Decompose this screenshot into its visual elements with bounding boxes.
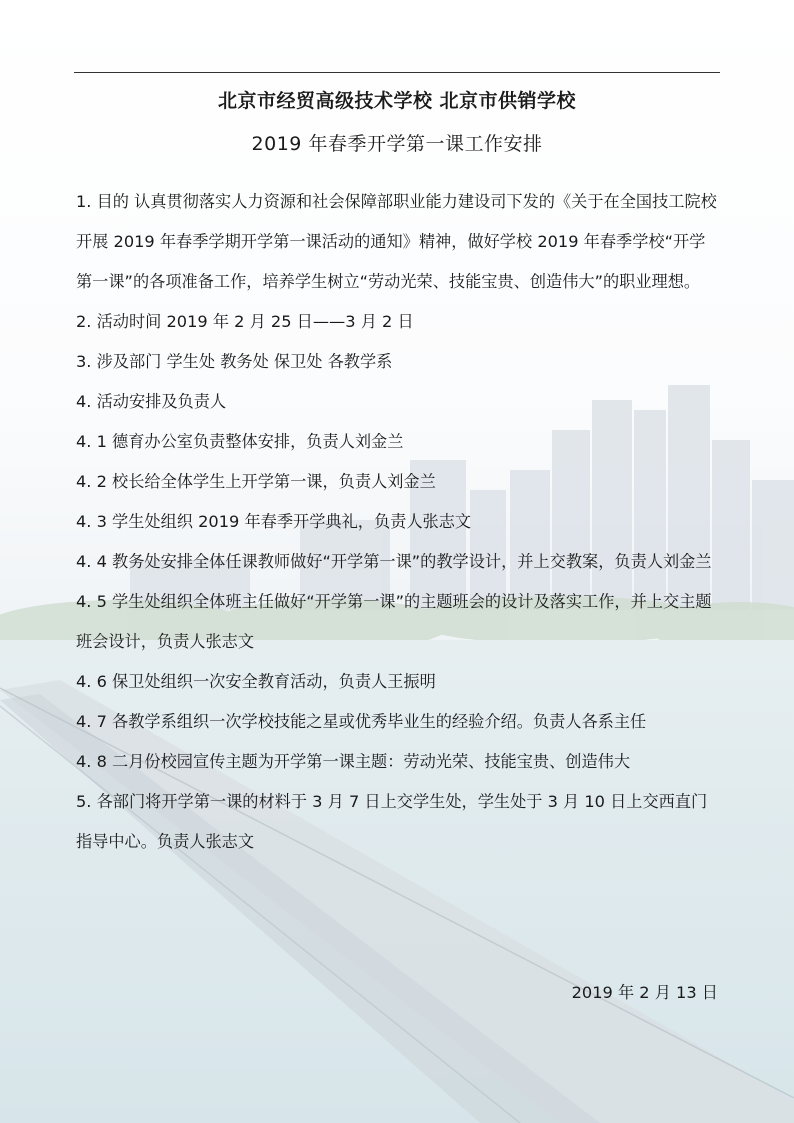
paragraph-purpose: 1. 目的 认真贯彻落实人力资源和社会保障部职业能力建设司下发的《关于在全国技工院校开展 2019 年春季学期开学第一课活动的通知》精神，做好学校 2019 年春季学校“开学第一课”的各项准备工作，培养学生树立“劳动光荣、技能宝贵、创造伟大”的职业理想。: [76, 192, 717, 291]
paragraph-item-4-3: 4. 3 学生处组织 2019 年春季开学典礼，负责人张志文: [76, 512, 472, 531]
paragraph-item-4-6: 4. 6 保卫处组织一次安全教育活动，负责人王振明: [76, 672, 436, 691]
paragraph-materials: 5. 各部门将开学第一课的材料于 3 月 7 日上交学生处，学生处于 3 月 10 日上交西直门指导中心。负责人张志文: [76, 792, 708, 851]
signature-date: 2019 年 2 月 13 日: [571, 983, 718, 1002]
paragraph-item-4-7: 4. 7 各教学系组织一次学校技能之星或优秀毕业生的经验介绍。负责人各系主任: [76, 712, 647, 731]
paragraph-item-4-1: 4. 1 德育办公室负责整体安排，负责人刘金兰: [76, 432, 404, 451]
school-names: 北京市经贸高级技术学校 北京市供销学校: [217, 90, 577, 112]
paragraph-item-4-2: 4. 2 校长给全体学生上开学第一课，负责人刘金兰: [76, 472, 436, 491]
header-rule: [74, 72, 720, 73]
paragraph-arrangements-heading: 4. 活动安排及负责人: [76, 392, 227, 411]
paragraph-activity-time: 2. 活动时间 2019 年 2 月 25 日——3 月 2 日: [76, 312, 414, 331]
document-body: [76, 182, 720, 862]
document-title: 2019 年春季开学第一课工作安排: [251, 133, 543, 155]
paragraph-item-4-5: 4. 5 学生处组织全体班主任做好“开学第一课”的主题班会的设计及落实工作，并上交主题班会设计，负责人张志文: [76, 592, 712, 651]
paragraph-item-4-8: 4. 8 二月份校园宣传主题为开学第一课主题：劳动光荣、技能宝贵、创造伟大: [76, 752, 631, 771]
paragraph-departments: 3. 涉及部门 学生处 教务处 保卫处 各教学系: [76, 352, 393, 371]
paragraph-item-4-4: 4. 4 教务处安排全体任课教师做好“开学第一课”的教学设计，并上交教案，负责人刘金兰: [76, 552, 712, 571]
